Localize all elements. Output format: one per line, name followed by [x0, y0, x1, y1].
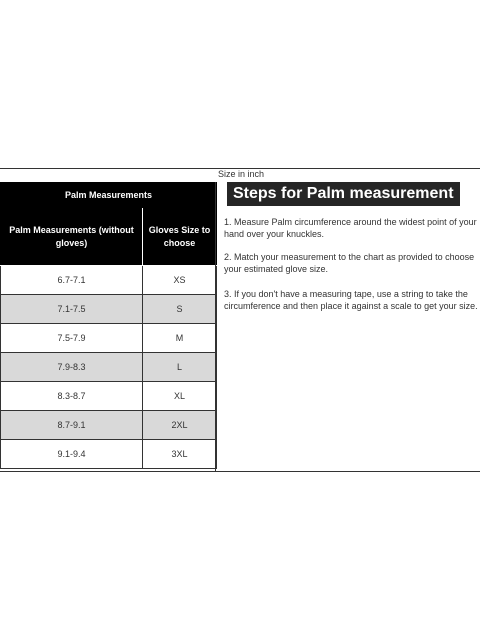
table-row [1, 353, 217, 382]
step-item: 1. Measure Palm circumference around the widest point of your hand over your knuckles. [224, 217, 477, 239]
table-row [1, 266, 217, 295]
table-title-row [1, 183, 217, 208]
size-cell: XS [143, 266, 217, 295]
measurement-cell: 8.3-8.7 [1, 382, 143, 411]
measurement-cell: 7.9-8.3 [1, 353, 143, 382]
size-cell: XL [143, 382, 217, 411]
unit-note: Size in inch [218, 169, 265, 179]
table-row [1, 295, 217, 324]
measurement-cell: 6.7-7.1 [1, 266, 143, 295]
step-item: 3. If you don't have a measuring tape, use a string to take the circumference and then place it against a scale to get your size. [224, 289, 478, 311]
table-row [1, 440, 217, 469]
measurement-cell: 9.1-9.4 [1, 440, 143, 469]
size-cell: L [143, 353, 217, 382]
column-header-measurement: Palm Measurements (without gloves) [1, 208, 143, 266]
measurement-cell: 7.1-7.5 [1, 295, 143, 324]
column-divider [215, 182, 216, 471]
measurement-cell: 7.5-7.9 [1, 324, 143, 353]
column-header-size: Gloves Size to choose [143, 208, 217, 266]
size-cell: 3XL [143, 440, 217, 469]
size-cell: S [143, 295, 217, 324]
steps-title: Steps for Palm measurement [227, 182, 460, 206]
table-row [1, 382, 217, 411]
size-chart-table [0, 182, 217, 469]
size-cell: 2XL [143, 411, 217, 440]
table-header-row [1, 208, 217, 266]
table-row [1, 324, 217, 353]
steps-section [224, 182, 478, 311]
size-cell: M [143, 324, 217, 353]
step-item: 2. Match your measurement to the chart as provided to choose your estimated glove size. [224, 252, 475, 274]
measurement-cell: 8.7-9.1 [1, 411, 143, 440]
table-row [1, 411, 217, 440]
table-title: Palm Measurements [1, 183, 217, 208]
